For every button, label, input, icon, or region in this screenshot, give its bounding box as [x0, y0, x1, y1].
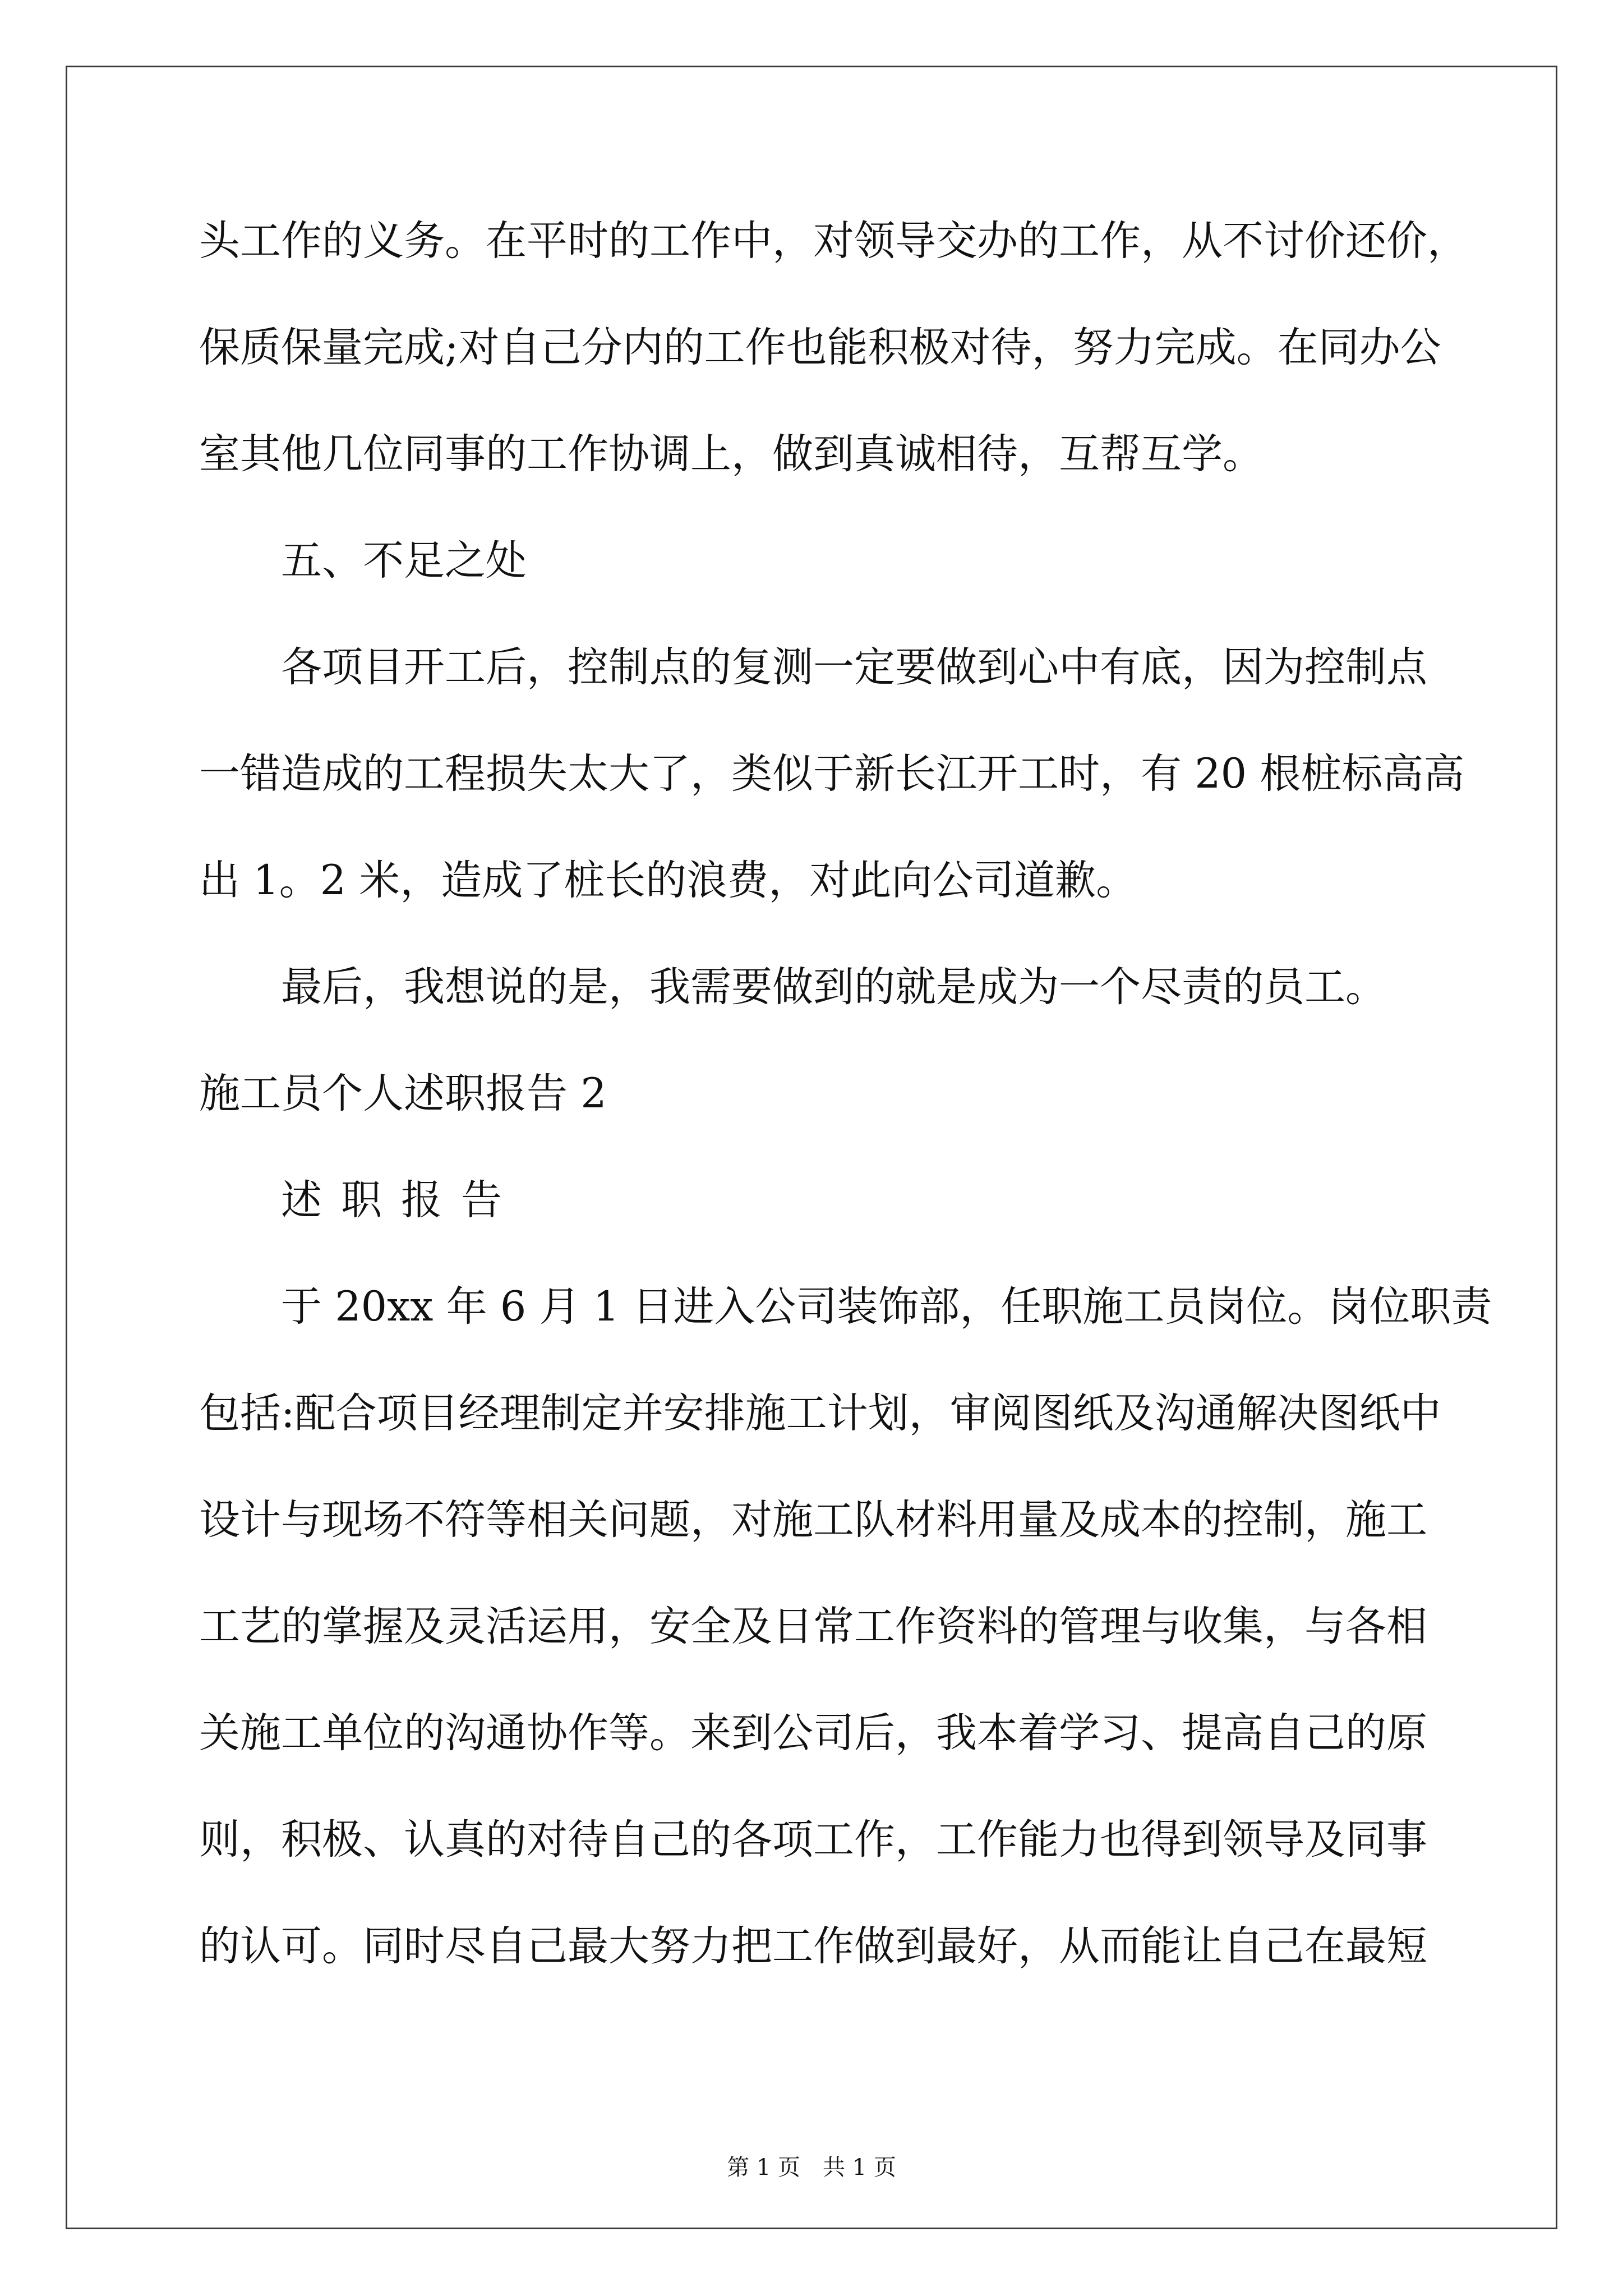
body-line: 最后，我想说的是，我需要做到的就是成为一个尽责的员工。 [281, 963, 1386, 1011]
body-line: 室其他几位同事的工作协调上，做到真诚相待，互帮互学。 [199, 430, 1264, 478]
body-line: 关施工单位的沟通协作等。来到公司后，我本着学习、提高自己的原 [199, 1709, 1427, 1757]
page-footer [0, 2150, 1623, 2182]
report-heading: 述职报告 [281, 1176, 521, 1224]
page-number: 第 1 页 [727, 2155, 800, 2180]
body-line: 包括:配合项目经理制定并安排施工计划，审阅图纸及沟通解决图纸中 [199, 1389, 1441, 1437]
body-line: 于 20xx 年 6 月 1 日进入公司装饰部，任职施工员岗位。岗位职责 [281, 1283, 1492, 1331]
body-line: 的认可。同时尽自己最大努力把工作做到最好，从而能让自己在最短 [199, 1922, 1427, 1970]
page-border [66, 66, 1557, 2229]
document-title: 施工员个人述职报告 2 [199, 1070, 607, 1117]
body-line: 一错造成的工程损失太大了，类似于新长江开工时，有 20 根桩标高高 [199, 750, 1465, 798]
body-line: 设计与现场不符等相关问题，对施工队材料用量及成本的控制，施工 [199, 1496, 1427, 1544]
body-line: 头工作的义务。在平时的工作中，对领导交办的工作，从不讨价还价， [199, 217, 1468, 265]
page-total: 共 1 页 [823, 2155, 896, 2180]
body-line: 则，积极、认真的对待自己的各项工作，工作能力也得到领导及同事 [199, 1816, 1427, 1864]
body-line: 各项目开工后，控制点的复测一定要做到心中有底，因为控制点 [281, 643, 1427, 691]
body-line: 工艺的掌握及灵活运用，安全及日常工作资料的管理与收集，与各相 [199, 1603, 1427, 1650]
body-line: 出 1。2 米，造成了桩长的浪费，对此向公司道歉。 [199, 857, 1137, 904]
section-heading: 五、不足之处 [281, 537, 527, 585]
body-line: 保质保量完成;对自己分内的工作也能积极对待，努力完成。在同办公 [199, 324, 1441, 371]
